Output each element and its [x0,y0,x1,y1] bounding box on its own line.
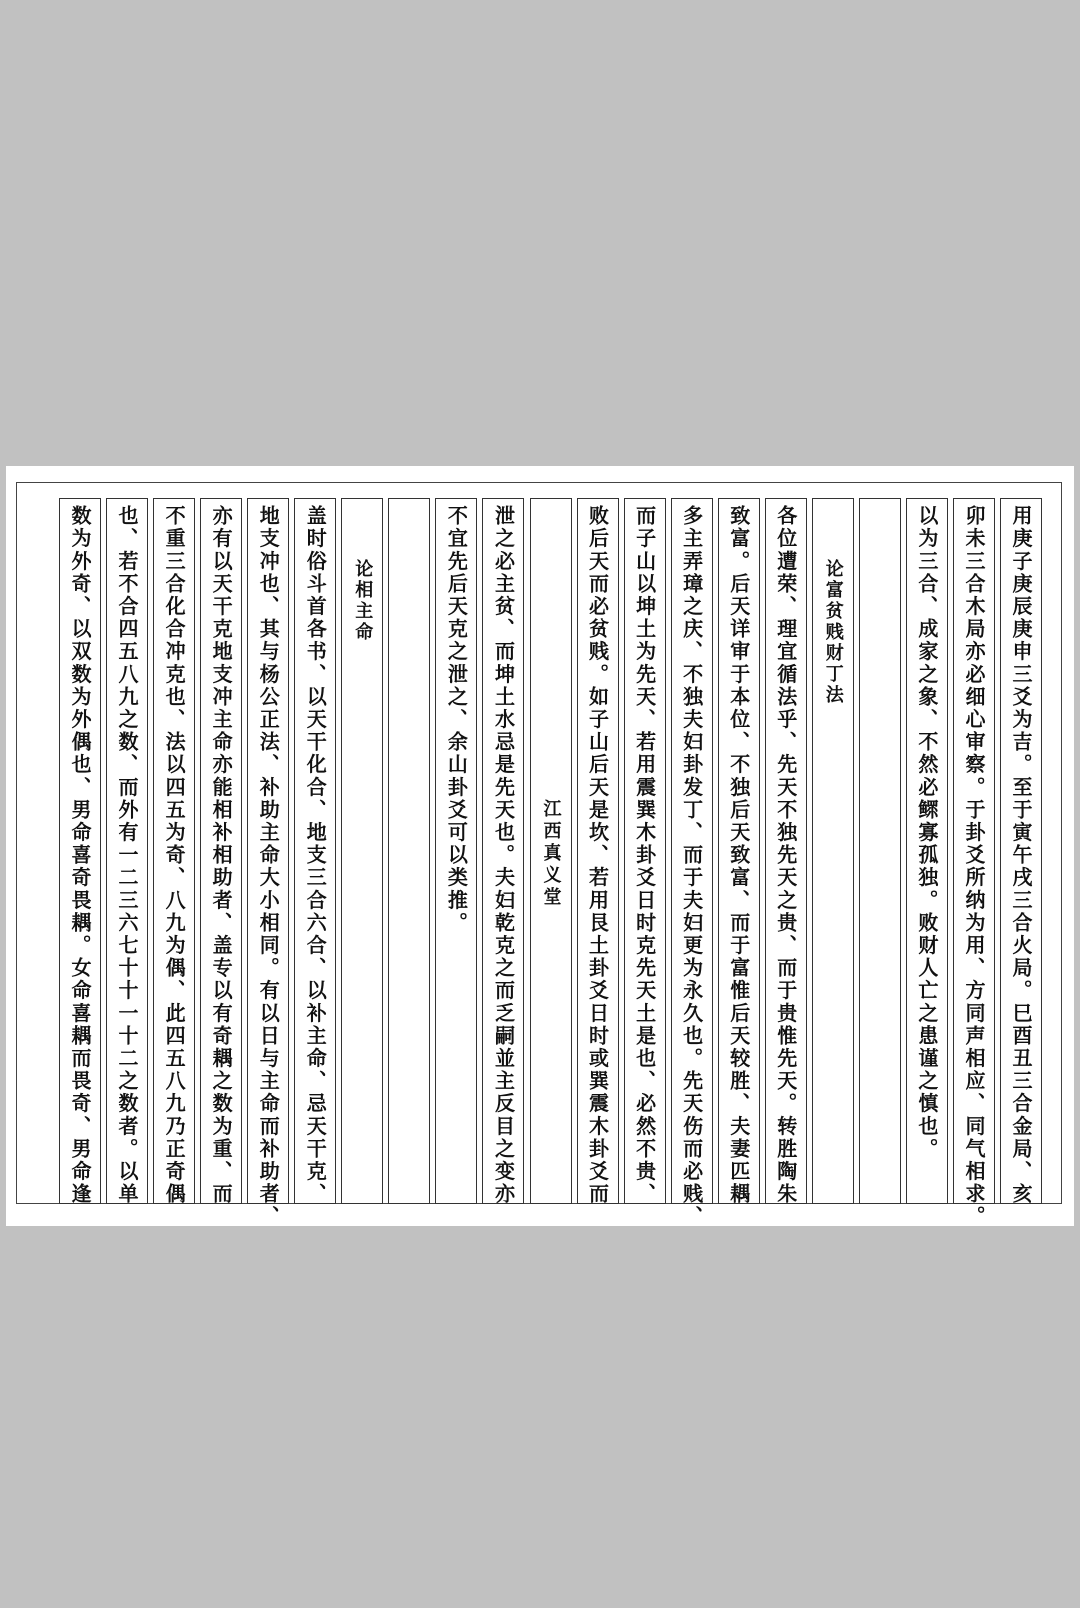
column-text: 用庚子庚辰庚申三爻为吉。至于寅午戌三合火局。巳酉丑三合金局、亥 [1009,505,1033,1206]
column-text: 数为外奇、以双数为外偶也、男命喜奇畏耦。女命喜耦而畏奇、男命逢 [68,505,92,1206]
text-columns [44,498,1042,1229]
text-column [671,498,713,1229]
column-text: 各位遭荣、理宜循法乎、先天不独先天之贵、而于贵惟先天。转胜陶朱 [773,505,798,1206]
book-page [6,466,1074,1229]
text-column [59,498,101,1204]
text-column [577,498,619,1204]
column-text: 盖时俗斗首各书、以天干化合、地支三合六合、以补主命、忌天干克、 [303,505,328,1206]
text-column [106,498,148,1204]
text-column [624,498,666,1204]
column-text: 不宜先后天克之泄之、余山卦爻可以类推。 [444,505,469,935]
column-text: 以为三合、成家之象、不然必鳏寡孤独。败财人亡之患谨之慎也。 [914,505,939,1161]
column-text: 卯未三合木局亦必细心审察。于卦爻所纳为用、方同声相应、同气相求。 [961,505,986,1229]
text-column [341,498,383,1204]
text-column [906,498,948,1204]
text-column [482,498,524,1204]
column-text: 泄之必主贫、而坤土水忌是先天也。夫妇乾克之而乏嗣並主反目之变亦 [491,505,516,1206]
text-column [294,498,336,1204]
text-column [953,498,995,1229]
text-column [388,498,430,1204]
column-text: 致富。后天详审于本位、不独后天致富、而于富惟后天较胜、夫妻匹耦 [726,505,751,1206]
text-column [812,498,854,1204]
text-column [718,498,760,1204]
text-column [435,498,477,1204]
text-column [859,498,901,1204]
column-text: 而子山以坤土为先天、若用震巽木卦爻日时克先天土是也、必然不贵、 [632,505,657,1206]
column-text: 败后天而必贫贱。如子山后天是坎、若用艮土卦爻日时或巽震木卦爻而 [585,505,610,1206]
text-column [1000,498,1042,1204]
text-column [765,498,807,1204]
column-text: 不重三合化合冲克也、法以四五为奇、八九为偶、此四五八九乃正奇偶 [162,505,187,1206]
section-title: 论富贫贱财丁法 [822,559,844,706]
column-text: 地支冲也、其与杨公正法、补助主命大小相同。有以日与主命而补助者、 [256,505,281,1229]
publisher-label: 江西真义堂 [540,799,562,909]
section-title: 论相主命 [352,559,374,643]
column-text: 多主弄璋之庆、不独夫妇卦发丁、而于夫妇更为永久也。先天伤而必贱、 [679,505,704,1229]
column-text: 亦有以天干克地支冲主命亦能相补相助者、盖专以有奇耦之数为重、而 [209,505,234,1206]
text-column [247,498,289,1229]
column-text: 也、若不合四五八九之数、而外有一二三六七十十一十二之数者。以单 [115,505,140,1206]
text-column [200,498,242,1204]
text-column [153,498,195,1204]
text-column [530,498,572,1204]
